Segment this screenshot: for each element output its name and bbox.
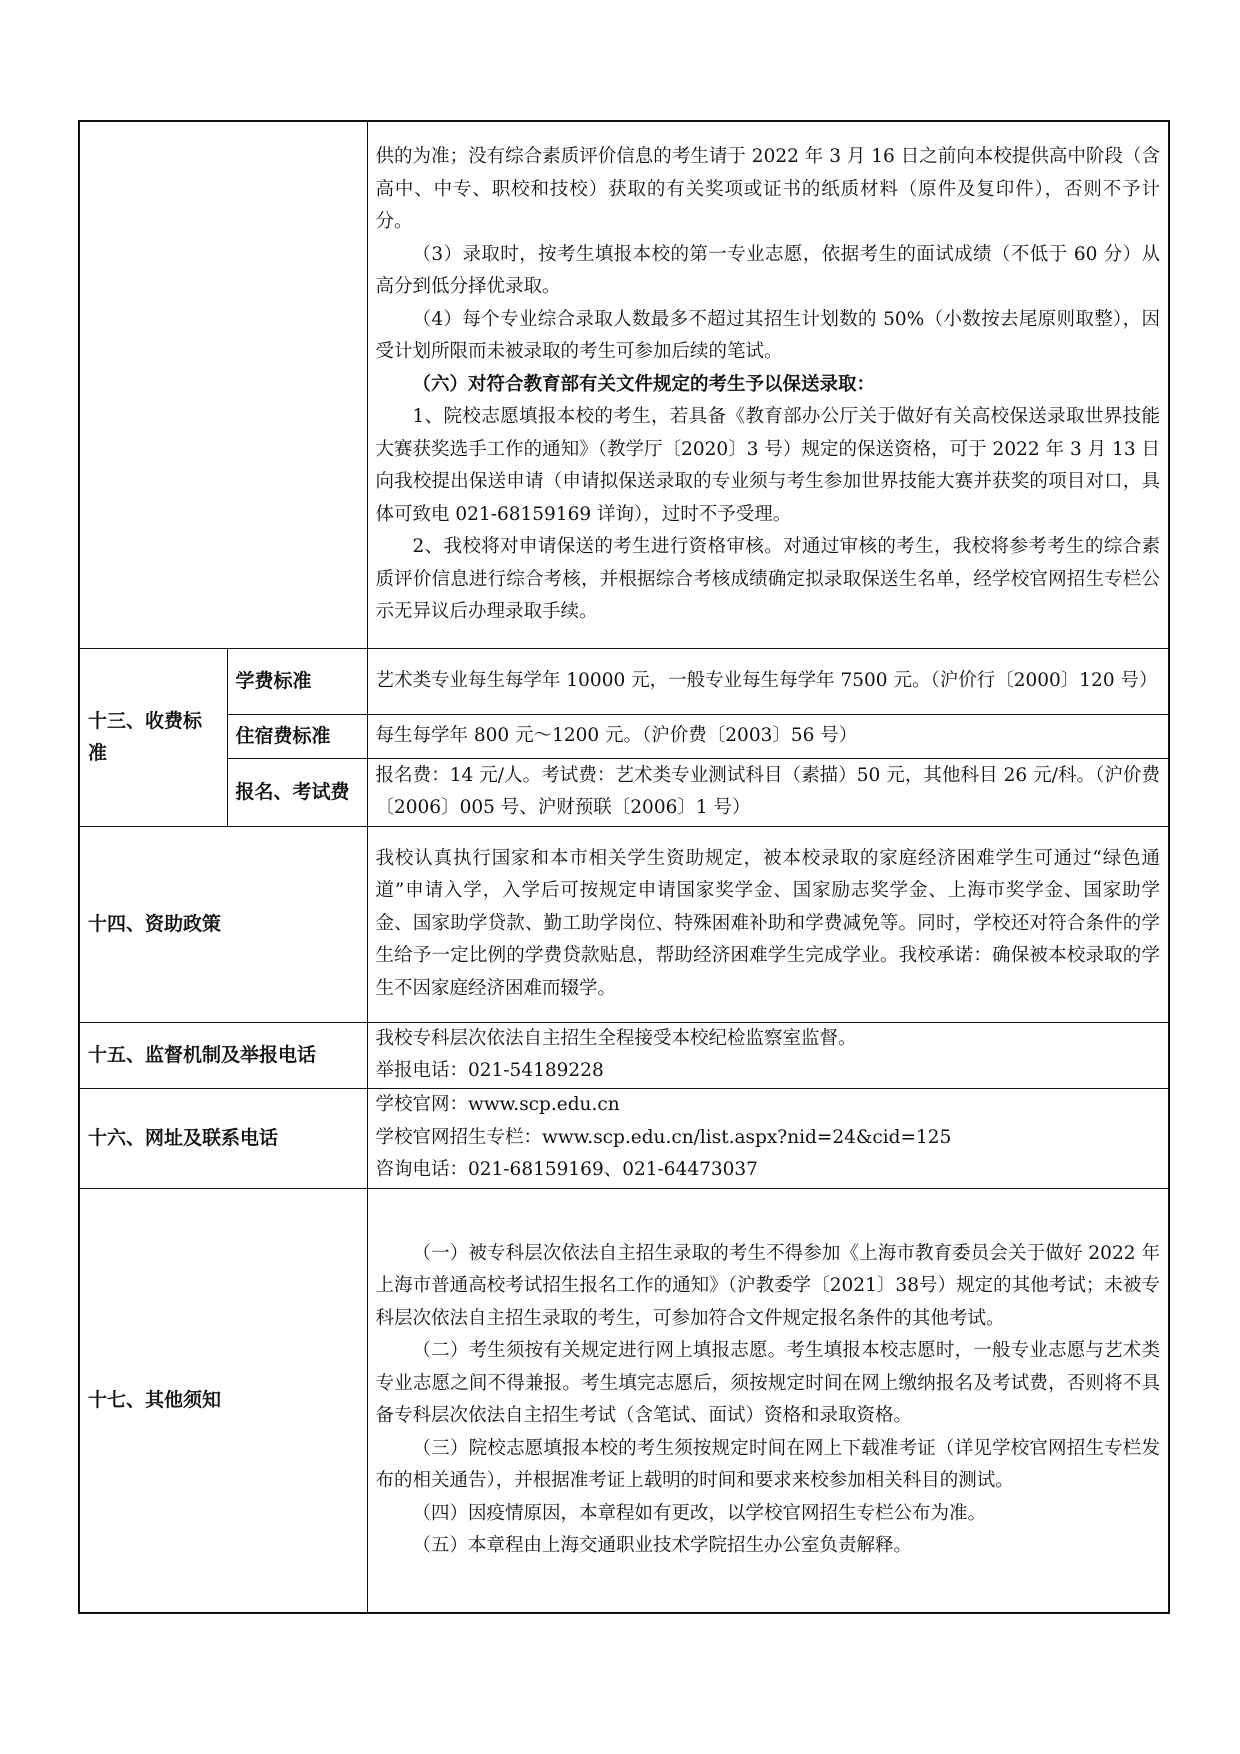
paragraph: （3）录取时，按考生填报本校的第一专业志愿，依据考生的面试成绩（不低于 60 分）从高分到低分择优录取。 bbox=[375, 243, 1160, 297]
paragraph: 供的为准；没有综合素质评价信息的考生请于 2022 年 3 月 16 日之前向本校提供高中阶段（含高中、中专、职校和技校）获取的有关奖项或证书的纸质材料（原件及复印件），否则不予计分。 bbox=[375, 146, 1160, 232]
supervision-line: 我校专科层次依法自主招生全程接受本校纪检监察室监督。 bbox=[375, 1027, 857, 1049]
dorm-content: 每生每学年 800 元～1200 元。（沪价费〔2003〕56 号） bbox=[367, 714, 1169, 758]
dorm-label: 住宿费标准 bbox=[227, 714, 367, 758]
supervision-content bbox=[367, 1022, 1169, 1088]
supervision-label: 十五、监督机制及举报电话 bbox=[79, 1022, 367, 1088]
paragraph: （三）院校志愿填报本校的考生须按规定时间在网上下载准考证（详见学校官网招生专栏发布的相关通告），并根据准考证上载明的时间和要求来校参加相关科目的测试。 bbox=[375, 1437, 1160, 1492]
paragraph: （一）被专科层次依法自主招生录取的考生不得参加《上海市教育委员会关于做好 2022 年上海市普通高校考试招生报名工作的通知》（沪教委学〔2021〕38号）规定的其他考试；未被专科层次依法自主招生录取的考生，可参加符合文件规定报名条件的其他考试。 bbox=[375, 1242, 1160, 1329]
aid-row bbox=[79, 826, 1169, 1022]
paragraph: （二）考生须按有关规定进行网上填报志愿。考生填报本校志愿时，一般专业志愿与艺术类专业志愿之间不得兼报。考生填完志愿后，须按规定时间在网上缴纳报名及考试费，否则将不具备专科层次依法自主招生考试（含笔试、面试）资格和录取资格。 bbox=[375, 1340, 1160, 1427]
other-content bbox=[367, 1188, 1169, 1613]
paragraph: 1、院校志愿填报本校的考生，若具备《教育部办公厅关于做好有关高校保送录取世界技能大赛获奖选手工作的通知》（教学厅〔2020〕3 号）规定的保送资格，可于 2022 年 3 月 13 日向我校提出保送申请（申请拟保送录取的专业须与考生参加世界技能大赛并获奖的项目对口，具体可致电 021-68159169 详询），过时不予受理。 bbox=[375, 406, 1160, 525]
tuition-content: 艺术类专业每生每学年 10000 元，一般专业每生每学年 7500 元。（沪价行〔2000〕120 号） bbox=[367, 648, 1169, 714]
tuition-label: 学费标准 bbox=[227, 648, 367, 714]
fees-row-exam bbox=[79, 758, 1169, 826]
document-page bbox=[78, 120, 1168, 1614]
fees-label: 十三、收费标准 bbox=[79, 648, 227, 826]
continuation-content bbox=[367, 121, 1169, 648]
contact-row bbox=[79, 1088, 1169, 1188]
aid-content: 我校认真执行国家和本市相关学生资助规定，被本校录取的家庭经济困难学生可通过“绿色通道”申请入学，入学后可按规定申请国家奖学金、国家励志奖学金、上海市奖学金、国家助学金、国家助学贷款、勤工助学岗位、特殊困难补助和学费减免等。同时，学校还对符合条件的学生给予一定比例的学费贷款贴息，帮助经济困难学生完成学业。我校承诺：确保被本校录取的学生不因家庭经济困难而辍学。 bbox=[367, 826, 1169, 1022]
continuation-row bbox=[79, 121, 1169, 648]
empty-label-cell bbox=[79, 121, 367, 648]
other-label: 十七、其他须知 bbox=[79, 1188, 367, 1613]
website-line: 学校官网：www.scp.edu.cn bbox=[375, 1094, 620, 1116]
supervision-row bbox=[79, 1022, 1169, 1088]
report-phone: 举报电话：021-54189228 bbox=[375, 1060, 604, 1081]
admission-page-line: 学校官网招生专栏：www.scp.edu.cn/list.aspx?nid=24&cid=125 bbox=[375, 1126, 952, 1148]
paragraph: （4）每个专业综合录取人数最多不超过其招生计划数的 50%（小数按去尾原则取整），因受计划所限而未被录取的考生可参加后续的笔试。 bbox=[375, 308, 1160, 362]
exam-fee-label: 报名、考试费 bbox=[227, 758, 367, 826]
paragraph: （四）因疫情原因，本章程如有更改，以学校官网招生专栏公布为准。 bbox=[412, 1502, 987, 1524]
contact-content bbox=[367, 1088, 1169, 1188]
fees-row-tuition bbox=[79, 648, 1169, 714]
other-row bbox=[79, 1188, 1169, 1613]
contact-label: 十六、网址及联系电话 bbox=[79, 1088, 367, 1188]
paragraph: （五）本章程由上海交通职业技术学院招生办公室负责解释。 bbox=[412, 1535, 913, 1557]
section-heading: （六）对符合教育部有关文件规定的考生予以保送录取： bbox=[412, 373, 876, 395]
exam-fee-content: 报名费：14 元/人。考试费：艺术类专业测试科目（素描）50 元，其他科目 26 元/科。（沪价费〔2006〕005 号、沪财预联〔2006〕1 号） bbox=[367, 758, 1169, 826]
paragraph: 2、我校将对申请保送的考生进行资格审核。对通过审核的考生，我校将参考考生的综合素质评价信息进行综合考核，并根据综合考核成绩确定拟录取保送生名单，经学校官网招生专栏公示无异议后办理录取手续。 bbox=[375, 536, 1160, 622]
admission-rules-table bbox=[78, 120, 1170, 1614]
consult-phone-line: 咨询电话：021-68159169、021-64473037 bbox=[375, 1159, 758, 1181]
fees-row-dorm bbox=[79, 714, 1169, 758]
aid-label: 十四、资助政策 bbox=[79, 826, 367, 1022]
